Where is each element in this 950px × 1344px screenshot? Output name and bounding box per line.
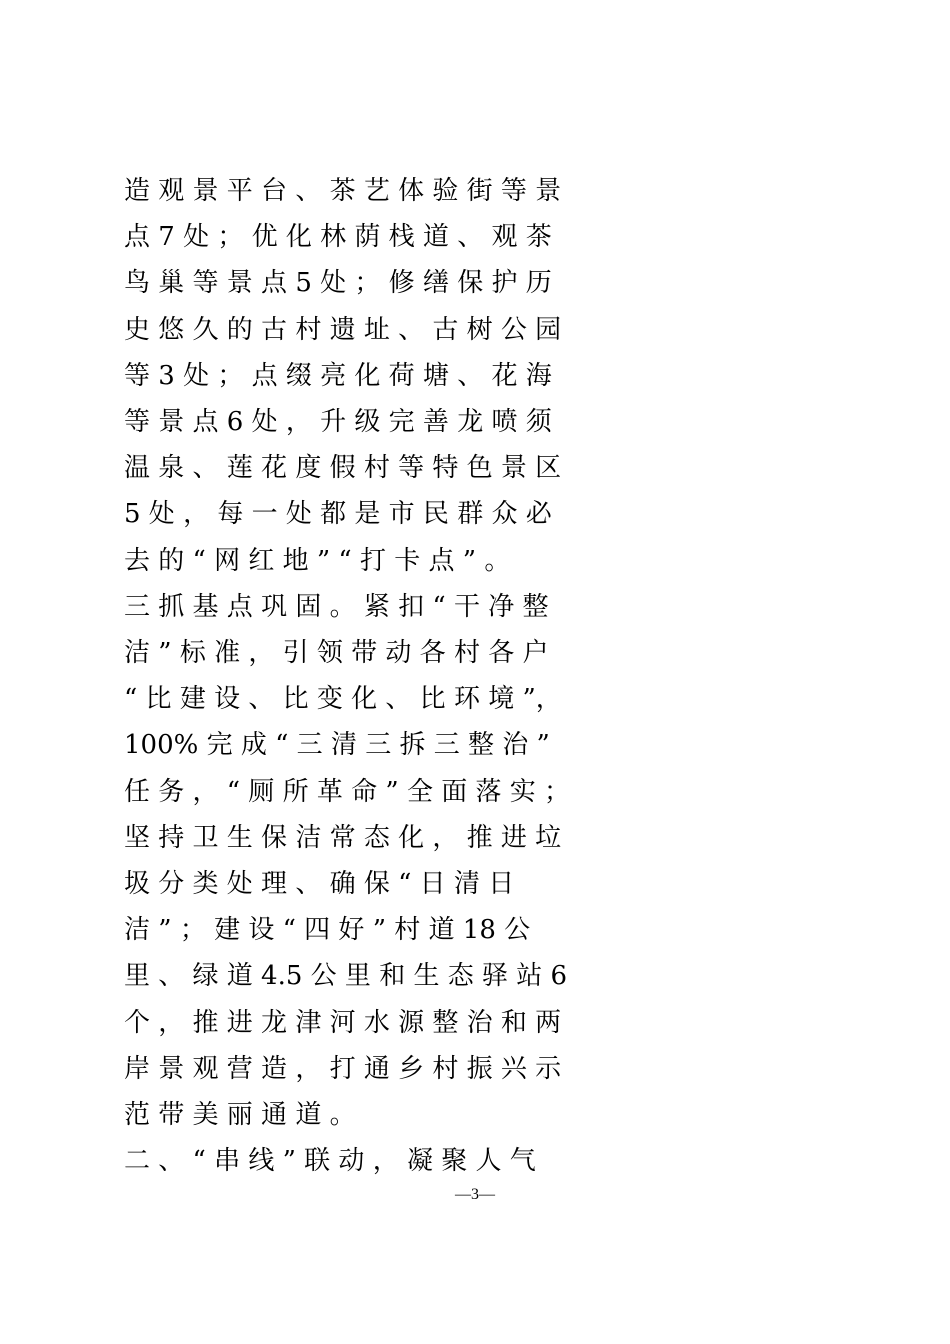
text-line: 等 3 处 ； 点 缀 亮 化 荷 塘 、 花 海 xyxy=(124,360,552,391)
text-line: 点 7 处 ； 优 化 林 荫 栈 道 、 观 茶 xyxy=(124,222,552,253)
text-line: 鸟 巢 等 景 点 5 处 ； 修 缮 保 护 历 xyxy=(124,268,552,299)
page-number: —3— xyxy=(455,1186,495,1203)
text-line: 任 务 ， “ 厕 所 革 命 ” 全 面 落 实 ； xyxy=(124,776,571,807)
text-line: 去 的 “ 网 红 地 ” “ 打 卡 点 ” 。 xyxy=(124,545,511,576)
text-line: 100% 完 成 “ 三 清 三 拆 三 整 治 ” xyxy=(124,730,550,761)
text-line: 坚 持 卫 生 保 洁 常 态 化 ， 推 进 垃 xyxy=(124,822,562,853)
text-line: 圾 分 类 处 理 、 确 保 “ 日 清 日 xyxy=(124,869,515,899)
text-line: 洁 ” ； 建 设 “ 四 好 ” 村 道 18 公 xyxy=(124,915,531,946)
text-line: 洁 ” 标 准 ， 引 领 带 动 各 村 各 户 xyxy=(124,638,549,668)
text-line: 等 景 点 6 处 ， 升 级 完 善 龙 喷 须 xyxy=(124,407,552,437)
text-line: 温 泉 、 莲 花 度 假 村 等 特 色 景 区 xyxy=(124,453,562,484)
text-line: 5 处 ， 每 一 处 都 是 市 民 群 众 必 xyxy=(124,499,552,530)
text-line: “ 比 建 设 、 比 变 化 、 比 环 境 ”， xyxy=(124,684,562,715)
text-line: 造 观 景 平 台 、 茶 艺 体 验 街 等 景 xyxy=(124,176,562,206)
text-line: 二 、 “ 串 线 ” 联 动 ， 凝 聚 人 气 xyxy=(124,1146,536,1177)
text-line: 岸 景 观 营 造 ， 打 通 乡 村 振 兴 示 xyxy=(124,1053,562,1084)
text-line: 范 带 美 丽 通 道 。 xyxy=(124,1100,356,1130)
text-line: 里 、 绿 道 4.5 公 里 和 生 态 驿 站 6 xyxy=(124,961,568,992)
text-line: 个 ， 推 进 龙 津 河 水 源 整 治 和 两 xyxy=(124,1007,562,1038)
text-line: 三 抓 基 点 巩 固 。 紧 扣 “ 干 净 整 xyxy=(124,591,549,622)
text-line: 史 悠 久 的 古 村 遗 址 、 古 树 公 园 xyxy=(124,314,562,345)
